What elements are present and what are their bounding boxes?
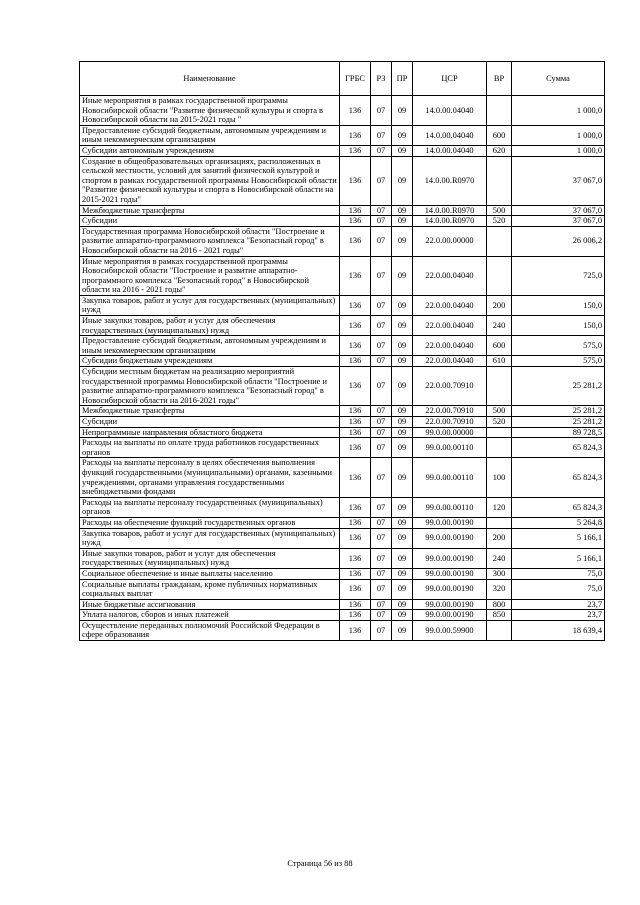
header-csr: ЦСР bbox=[413, 62, 487, 96]
cell-csr: 22.0.00.70910 bbox=[413, 417, 487, 428]
cell-sum: 23,7 bbox=[512, 599, 605, 610]
cell-vr: 610 bbox=[487, 356, 512, 367]
cell-rz: 07 bbox=[371, 145, 392, 156]
table-row bbox=[80, 406, 605, 417]
table-row bbox=[80, 156, 605, 205]
cell-csr: 22.0.00.70910 bbox=[413, 406, 487, 417]
cell-csr: 99.0.00.00190 bbox=[413, 528, 487, 548]
cell-sum: 89 728,5 bbox=[512, 427, 605, 438]
cell-pr: 09 bbox=[392, 125, 413, 145]
cell-name: Создание в общеобразовательных организациях, расположенных в сельской местности, условий для занятий физической культурой и спортом в рамках государственной программы Новосибирской области "Развитие физической культуры и спорта в Новосибирской области на 2015-2021 годы" bbox=[80, 156, 340, 205]
cell-sum: 1 000,0 bbox=[512, 125, 605, 145]
cell-grbs: 136 bbox=[340, 205, 371, 216]
cell-rz: 07 bbox=[371, 528, 392, 548]
cell-grbs: 136 bbox=[340, 438, 371, 458]
cell-name: Иные мероприятия в рамках государственной программы Новосибирской области "Развитие физической культуры и спорта в Новосибирской области на 2015-2021 годы " bbox=[80, 96, 340, 126]
table-header-row bbox=[80, 62, 605, 96]
cell-vr: 240 bbox=[487, 548, 512, 568]
cell-grbs: 136 bbox=[340, 96, 371, 126]
cell-pr: 09 bbox=[392, 226, 413, 256]
cell-vr: 500 bbox=[487, 205, 512, 216]
cell-name: Предоставление субсидий бюджетным, автономным учреждениям и иным некоммерческим организациям bbox=[80, 125, 340, 145]
cell-vr bbox=[487, 156, 512, 205]
cell-name: Социальное обеспечение и иные выплаты населению bbox=[80, 568, 340, 579]
table-row bbox=[80, 367, 605, 406]
cell-csr: 99.0.00.00190 bbox=[413, 599, 487, 610]
table-row bbox=[80, 568, 605, 579]
cell-name: Субсидии автономным учреждениям bbox=[80, 145, 340, 156]
cell-vr bbox=[487, 427, 512, 438]
cell-pr: 09 bbox=[392, 417, 413, 428]
cell-pr: 09 bbox=[392, 458, 413, 497]
cell-grbs: 136 bbox=[340, 548, 371, 568]
cell-grbs: 136 bbox=[340, 458, 371, 497]
cell-grbs: 136 bbox=[340, 417, 371, 428]
cell-rz: 07 bbox=[371, 367, 392, 406]
cell-pr: 09 bbox=[392, 156, 413, 205]
table-row bbox=[80, 226, 605, 256]
cell-sum: 26 006,2 bbox=[512, 226, 605, 256]
header-name: Наименование bbox=[80, 62, 340, 96]
cell-name: Государственная программа Новосибирской области "Построение и развитие аппаратно-программного комплекса "Безопасный город" в Новосибирской области на 2016 - 2021 годы" bbox=[80, 226, 340, 256]
table-row bbox=[80, 216, 605, 227]
table-row bbox=[80, 548, 605, 568]
cell-vr: 300 bbox=[487, 568, 512, 579]
cell-csr: 99.0.00.00000 bbox=[413, 427, 487, 438]
table-row bbox=[80, 316, 605, 336]
cell-csr: 22.0.00.04040 bbox=[413, 316, 487, 336]
cell-vr bbox=[487, 256, 512, 295]
table-row bbox=[80, 145, 605, 156]
cell-rz: 07 bbox=[371, 256, 392, 295]
table-row bbox=[80, 125, 605, 145]
cell-rz: 07 bbox=[371, 156, 392, 205]
cell-pr: 09 bbox=[392, 406, 413, 417]
cell-sum: 75,0 bbox=[512, 568, 605, 579]
cell-sum: 25 281,2 bbox=[512, 367, 605, 406]
cell-pr: 09 bbox=[392, 205, 413, 216]
cell-rz: 07 bbox=[371, 517, 392, 528]
table-row bbox=[80, 458, 605, 497]
cell-grbs: 136 bbox=[340, 568, 371, 579]
cell-name: Иные закупки товаров, работ и услуг для обеспечения государственных (муниципальных) нужд bbox=[80, 548, 340, 568]
cell-sum: 65 824,3 bbox=[512, 497, 605, 517]
cell-grbs: 136 bbox=[340, 610, 371, 621]
cell-csr: 22.0.00.04040 bbox=[413, 295, 487, 315]
cell-vr: 200 bbox=[487, 528, 512, 548]
cell-grbs: 136 bbox=[340, 367, 371, 406]
header-pr: ПР bbox=[392, 62, 413, 96]
cell-name: Предоставление субсидий бюджетным, автономным учреждениям и иным некоммерческим организациям bbox=[80, 336, 340, 356]
cell-csr: 99.0.00.00110 bbox=[413, 438, 487, 458]
cell-grbs: 136 bbox=[340, 517, 371, 528]
cell-rz: 07 bbox=[371, 216, 392, 227]
cell-name: Субсидии местным бюджетам на реализацию мероприятий государственной программы Новосибирской области "Построение и развитие аппаратно-программного комплекса "Безопасный город" в Новосибирской области на 2016-2021 годы" bbox=[80, 367, 340, 406]
cell-grbs: 136 bbox=[340, 316, 371, 336]
cell-vr: 520 bbox=[487, 216, 512, 227]
table-row bbox=[80, 356, 605, 367]
cell-pr: 09 bbox=[392, 579, 413, 599]
cell-sum: 1 000,0 bbox=[512, 96, 605, 126]
cell-vr bbox=[487, 620, 512, 640]
cell-vr bbox=[487, 96, 512, 126]
cell-name: Непрограммные направления областного бюджета bbox=[80, 427, 340, 438]
cell-rz: 07 bbox=[371, 125, 392, 145]
cell-csr: 22.0.00.04040 bbox=[413, 356, 487, 367]
cell-sum: 65 824,3 bbox=[512, 458, 605, 497]
cell-name: Иные закупки товаров, работ и услуг для обеспечения государственных (муниципальных) нужд bbox=[80, 316, 340, 336]
cell-grbs: 136 bbox=[340, 528, 371, 548]
cell-name: Субсидии бюджетным учреждениям bbox=[80, 356, 340, 367]
table-row bbox=[80, 205, 605, 216]
cell-sum: 65 824,3 bbox=[512, 438, 605, 458]
cell-grbs: 136 bbox=[340, 336, 371, 356]
table-row bbox=[80, 610, 605, 621]
cell-sum: 25 281,2 bbox=[512, 406, 605, 417]
cell-pr: 09 bbox=[392, 367, 413, 406]
cell-grbs: 136 bbox=[340, 256, 371, 295]
cell-csr: 14.0.00.R0970 bbox=[413, 156, 487, 205]
cell-name: Расходы на выплаты персоналу в целях обеспечения выполнения функций государственными (муниципальными) органами, казенными учреждениями, органами управления государственными внебюджетными фондами bbox=[80, 458, 340, 497]
cell-csr: 14.0.00.04040 bbox=[413, 96, 487, 126]
header-vr: ВР bbox=[487, 62, 512, 96]
cell-sum: 23,7 bbox=[512, 610, 605, 621]
cell-sum: 18 639,4 bbox=[512, 620, 605, 640]
cell-sum: 25 281,2 bbox=[512, 417, 605, 428]
cell-rz: 07 bbox=[371, 96, 392, 126]
cell-rz: 07 bbox=[371, 316, 392, 336]
cell-name: Расходы на выплаты по оплате труда работников государственных органов bbox=[80, 438, 340, 458]
cell-vr: 800 bbox=[487, 599, 512, 610]
cell-csr: 22.0.00.04040 bbox=[413, 336, 487, 356]
page-footer: Страница 56 из 88 bbox=[287, 859, 353, 868]
cell-pr: 09 bbox=[392, 96, 413, 126]
cell-rz: 07 bbox=[371, 417, 392, 428]
cell-pr: 09 bbox=[392, 216, 413, 227]
cell-rz: 07 bbox=[371, 356, 392, 367]
table-row bbox=[80, 256, 605, 295]
cell-rz: 07 bbox=[371, 620, 392, 640]
cell-vr bbox=[487, 517, 512, 528]
cell-grbs: 136 bbox=[340, 216, 371, 227]
cell-name: Осуществление переданных полномочий Российской Федерации в сфере образования bbox=[80, 620, 340, 640]
cell-vr: 120 bbox=[487, 497, 512, 517]
table-row bbox=[80, 620, 605, 640]
table-row bbox=[80, 599, 605, 610]
cell-sum: 37 067,0 bbox=[512, 216, 605, 227]
cell-sum: 5 166,1 bbox=[512, 548, 605, 568]
cell-pr: 09 bbox=[392, 568, 413, 579]
cell-sum: 1 000,0 bbox=[512, 145, 605, 156]
cell-name: Межбюджетные трансферты bbox=[80, 406, 340, 417]
cell-pr: 09 bbox=[392, 256, 413, 295]
cell-name: Субсидии bbox=[80, 216, 340, 227]
table-row bbox=[80, 517, 605, 528]
cell-csr: 99.0.00.00190 bbox=[413, 568, 487, 579]
table-row bbox=[80, 579, 605, 599]
cell-pr: 09 bbox=[392, 438, 413, 458]
cell-sum: 37 067,0 bbox=[512, 205, 605, 216]
cell-rz: 07 bbox=[371, 599, 392, 610]
cell-vr: 600 bbox=[487, 336, 512, 356]
cell-csr: 99.0.00.59900 bbox=[413, 620, 487, 640]
cell-grbs: 136 bbox=[340, 356, 371, 367]
cell-vr: 850 bbox=[487, 610, 512, 621]
cell-csr: 14.0.00.04040 bbox=[413, 125, 487, 145]
table-row bbox=[80, 96, 605, 126]
cell-vr: 620 bbox=[487, 145, 512, 156]
table-row bbox=[80, 417, 605, 428]
table-row bbox=[80, 438, 605, 458]
cell-sum: 575,0 bbox=[512, 336, 605, 356]
cell-pr: 09 bbox=[392, 497, 413, 517]
cell-csr: 99.0.00.00110 bbox=[413, 458, 487, 497]
header-grbs: ГРБС bbox=[340, 62, 371, 96]
cell-name: Социальные выплаты гражданам, кроме публичных нормативных социальных выплат bbox=[80, 579, 340, 599]
cell-vr: 500 bbox=[487, 406, 512, 417]
cell-grbs: 136 bbox=[340, 579, 371, 599]
cell-grbs: 136 bbox=[340, 125, 371, 145]
cell-vr: 320 bbox=[487, 579, 512, 599]
cell-sum: 575,0 bbox=[512, 356, 605, 367]
cell-csr: 22.0.00.00000 bbox=[413, 226, 487, 256]
cell-pr: 09 bbox=[392, 599, 413, 610]
cell-grbs: 136 bbox=[340, 156, 371, 205]
cell-rz: 07 bbox=[371, 226, 392, 256]
cell-name: Расходы на выплаты персоналу государственных (муниципальных) органов bbox=[80, 497, 340, 517]
cell-pr: 09 bbox=[392, 548, 413, 568]
header-rz: РЗ bbox=[371, 62, 392, 96]
cell-pr: 09 bbox=[392, 427, 413, 438]
cell-vr: 100 bbox=[487, 458, 512, 497]
cell-csr: 14.0.00.04040 bbox=[413, 145, 487, 156]
cell-csr: 99.0.00.00190 bbox=[413, 517, 487, 528]
cell-name: Закупка товаров, работ и услуг для государственных (муниципальных) нужд bbox=[80, 528, 340, 548]
cell-pr: 09 bbox=[392, 620, 413, 640]
cell-sum: 5 264,8 bbox=[512, 517, 605, 528]
cell-pr: 09 bbox=[392, 145, 413, 156]
table-body bbox=[80, 96, 605, 641]
cell-sum: 725,0 bbox=[512, 256, 605, 295]
cell-csr: 14.0.00.R0970 bbox=[413, 216, 487, 227]
table-row bbox=[80, 427, 605, 438]
cell-csr: 99.0.00.00110 bbox=[413, 497, 487, 517]
cell-sum: 37 067,0 bbox=[512, 156, 605, 205]
cell-vr bbox=[487, 438, 512, 458]
cell-rz: 07 bbox=[371, 458, 392, 497]
cell-vr: 200 bbox=[487, 295, 512, 315]
cell-pr: 09 bbox=[392, 295, 413, 315]
cell-grbs: 136 bbox=[340, 226, 371, 256]
cell-name: Иные мероприятия в рамках государственной программы Новосибирской области "Построение и развитие аппаратно-программного комплекса "Безопасный город" в Новосибирской области на 2016 - 2021 годы" bbox=[80, 256, 340, 295]
cell-grbs: 136 bbox=[340, 620, 371, 640]
cell-rz: 07 bbox=[371, 205, 392, 216]
cell-pr: 09 bbox=[392, 316, 413, 336]
cell-sum: 150,0 bbox=[512, 316, 605, 336]
cell-rz: 07 bbox=[371, 548, 392, 568]
table-row bbox=[80, 497, 605, 517]
cell-rz: 07 bbox=[371, 427, 392, 438]
cell-vr: 520 bbox=[487, 417, 512, 428]
cell-sum: 5 166,1 bbox=[512, 528, 605, 548]
header-sum: Сумма bbox=[512, 62, 605, 96]
cell-vr bbox=[487, 367, 512, 406]
cell-csr: 22.0.00.70910 bbox=[413, 367, 487, 406]
cell-pr: 09 bbox=[392, 336, 413, 356]
cell-pr: 09 bbox=[392, 517, 413, 528]
cell-rz: 07 bbox=[371, 336, 392, 356]
cell-name: Уплата налогов, сборов и иных платежей bbox=[80, 610, 340, 621]
cell-csr: 14.0.00.R0970 bbox=[413, 205, 487, 216]
cell-name: Иные бюджетные ассигнования bbox=[80, 599, 340, 610]
cell-csr: 99.0.00.00190 bbox=[413, 579, 487, 599]
cell-sum: 150,0 bbox=[512, 295, 605, 315]
table-row bbox=[80, 528, 605, 548]
cell-rz: 07 bbox=[371, 568, 392, 579]
cell-csr: 99.0.00.00190 bbox=[413, 548, 487, 568]
cell-csr: 22.0.00.04040 bbox=[413, 256, 487, 295]
cell-rz: 07 bbox=[371, 579, 392, 599]
cell-pr: 09 bbox=[392, 356, 413, 367]
cell-grbs: 136 bbox=[340, 145, 371, 156]
cell-sum: 75,0 bbox=[512, 579, 605, 599]
cell-rz: 07 bbox=[371, 295, 392, 315]
cell-name: Межбюджетные трансферты bbox=[80, 205, 340, 216]
cell-csr: 99.0.00.00190 bbox=[413, 610, 487, 621]
cell-vr: 240 bbox=[487, 316, 512, 336]
cell-vr: 600 bbox=[487, 125, 512, 145]
cell-grbs: 136 bbox=[340, 599, 371, 610]
cell-name: Субсидии bbox=[80, 417, 340, 428]
cell-grbs: 136 bbox=[340, 497, 371, 517]
cell-grbs: 136 bbox=[340, 427, 371, 438]
cell-pr: 09 bbox=[392, 528, 413, 548]
cell-name: Закупка товаров, работ и услуг для государственных (муниципальных) нужд bbox=[80, 295, 340, 315]
cell-rz: 07 bbox=[371, 610, 392, 621]
cell-grbs: 136 bbox=[340, 295, 371, 315]
cell-vr bbox=[487, 226, 512, 256]
cell-rz: 07 bbox=[371, 406, 392, 417]
budget-table bbox=[79, 61, 605, 641]
cell-rz: 07 bbox=[371, 497, 392, 517]
cell-name: Расходы на обеспечение функций государственных органов bbox=[80, 517, 340, 528]
table-row bbox=[80, 295, 605, 315]
table-row bbox=[80, 336, 605, 356]
cell-pr: 09 bbox=[392, 610, 413, 621]
cell-grbs: 136 bbox=[340, 406, 371, 417]
cell-rz: 07 bbox=[371, 438, 392, 458]
